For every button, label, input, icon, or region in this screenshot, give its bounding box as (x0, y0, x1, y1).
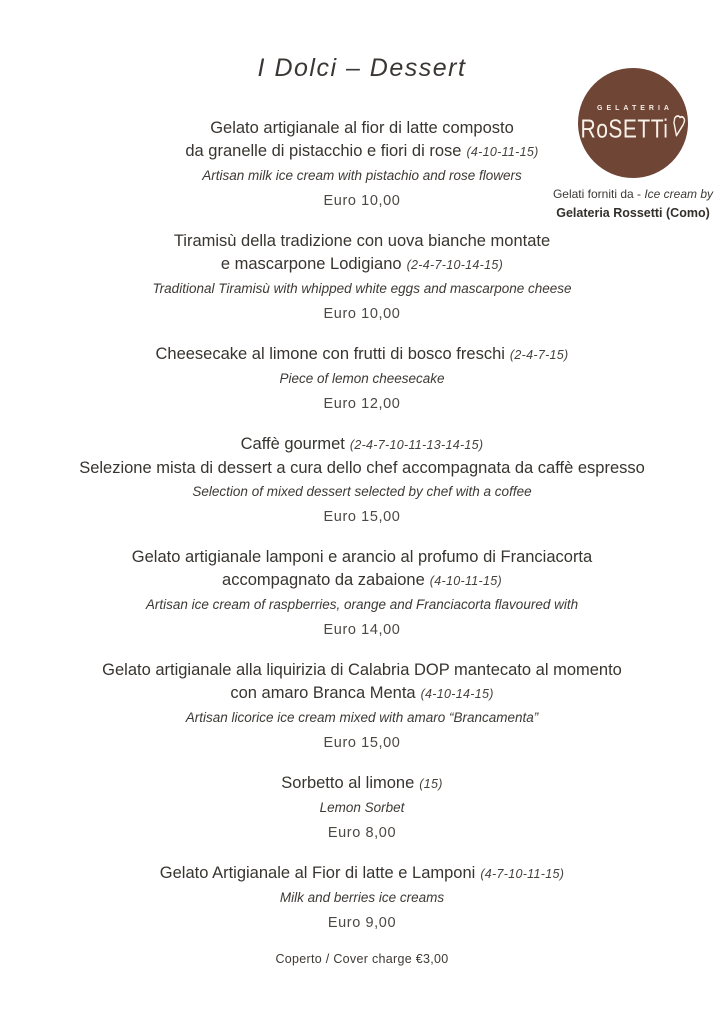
item-text: Cheesecake al limone con frutti di bosco freschi (155, 345, 505, 363)
item-text: e mascarpone Lodigiano (220, 255, 402, 273)
item-text: Artisan licorice ice cream mixed with amaro “Brancamenta” (185, 710, 539, 725)
item-text: Artisan ice cream of raspberries, orange and Franciacorta flavoured with (145, 597, 579, 612)
item-price: Euro 14,00 (323, 622, 401, 638)
dessert-menu-list (12, 114, 712, 932)
item-name-line (12, 457, 712, 480)
item-allergen-codes: (15) (419, 777, 443, 791)
item-description-en (12, 799, 712, 816)
logo-brand-small-text: GELATERIA (597, 104, 673, 112)
item-text: Caffè gourmet (240, 435, 345, 453)
item-allergen-codes: (4-10-14-15) (420, 687, 494, 701)
item-description-en (12, 370, 712, 387)
menu-item (12, 659, 712, 752)
item-allergen-codes: (2-4-7-10-14-15) (406, 258, 504, 272)
item-allergen-codes: (4-10-11-15) (466, 145, 539, 159)
item-text: Piece of lemon cheesecake (279, 371, 445, 386)
logo-script-text (581, 113, 686, 144)
item-text: Tiramisù della tradizione con uova bianche montate (173, 232, 551, 250)
item-name-line (12, 253, 712, 277)
menu-item (12, 230, 712, 323)
item-text: Selection of mixed dessert selected by chef with a coffee (192, 484, 532, 499)
gelateria-rossetti-logo (578, 68, 688, 178)
item-price: Euro 12,00 (323, 396, 401, 412)
menu-item (12, 433, 712, 526)
ice-cream-supplier-name: Gelateria Rossetti (Como) (556, 206, 710, 220)
item-text: accompagnato da zabaione (222, 571, 425, 589)
ice-cream-cone-icon (668, 112, 688, 146)
item-allergen-codes: (4-7-10-11-15) (480, 867, 565, 881)
item-price: Euro 8,00 (327, 825, 397, 841)
item-description-en (12, 280, 712, 297)
item-name-line (12, 772, 712, 796)
caption-italic: Ice cream by (644, 187, 714, 201)
logo-script-label: RoSETTi (580, 114, 669, 144)
item-name-line (12, 343, 712, 367)
item-price: Euro 9,00 (327, 915, 397, 931)
item-text: Lemon Sorbet (319, 800, 405, 815)
item-name-line (12, 433, 712, 457)
menu-item (12, 546, 712, 639)
item-description-en (12, 596, 712, 613)
cover-charge-footer: Coperto / Cover charge €3,00 (275, 952, 449, 966)
item-name-line (12, 546, 712, 569)
item-price: Euro 15,00 (323, 509, 401, 525)
item-description-en (12, 709, 712, 726)
item-description-en (12, 483, 712, 500)
item-price: Euro 10,00 (323, 306, 401, 322)
menu-item (12, 772, 712, 842)
item-text: con amaro Branca Menta (230, 684, 416, 702)
item-allergen-codes: (2-4-7-15) (509, 348, 569, 362)
item-text: Sorbetto al limone (281, 774, 415, 792)
item-name-line (12, 659, 712, 682)
gelateria-logo-block (540, 68, 724, 220)
item-price: Euro 15,00 (323, 735, 401, 751)
item-text: Milk and berries ice creams (279, 890, 445, 905)
item-description-en (12, 889, 712, 906)
item-text: Gelato artigianale alla liquirizia di Calabria DOP mantecato al momento (102, 661, 622, 679)
item-price: Euro 10,00 (323, 193, 401, 209)
item-text: Gelato artigianale al fior di latte composto (210, 119, 514, 137)
caption-prefix: Gelati forniti da - (552, 187, 645, 201)
item-name-line (12, 682, 712, 706)
item-text: Gelato artigianale lamponi e arancio al profumo di Franciacorta (131, 548, 593, 566)
page-title: I Dolci – Dessert (257, 54, 467, 82)
item-text: da granelle di pistacchio e fiori di rose (185, 142, 462, 160)
item-text: Artisan milk ice cream with pistachio and rose flowers (202, 168, 522, 183)
item-name-line (12, 230, 712, 253)
item-allergen-codes: (2-4-7-10-11-13-14-15) (349, 438, 484, 452)
item-text: Selezione mista di dessert a cura dello chef accompagnata da caffè espresso (79, 459, 645, 477)
item-text: Traditional Tiramisù with whipped white eggs and mascarpone cheese (152, 281, 572, 296)
item-name-line (12, 862, 712, 886)
menu-item (12, 862, 712, 932)
item-name-line (12, 569, 712, 593)
ice-cream-supplier-caption (540, 187, 724, 201)
item-text: Gelato Artigianale al Fior di latte e Lamponi (159, 864, 476, 882)
item-allergen-codes: (4-10-11-15) (429, 574, 502, 588)
menu-item (12, 343, 712, 413)
